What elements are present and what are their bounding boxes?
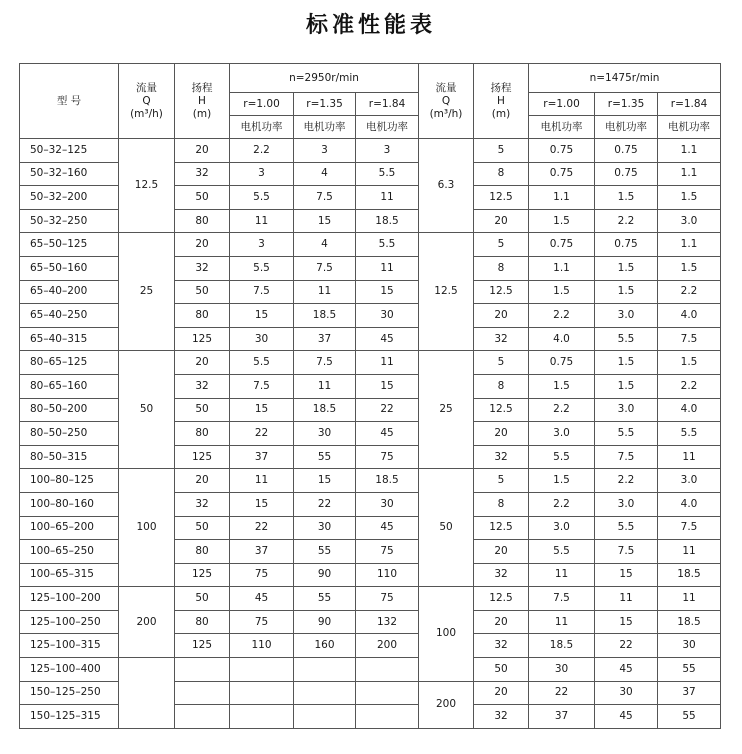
power-2950-cell: 75 (356, 587, 419, 611)
model-cell: 100–80–160 (20, 492, 119, 516)
power-1475-cell: 4.0 (658, 304, 721, 328)
model-cell: 50–32–125 (20, 139, 119, 163)
head-1475-cell: 8 (474, 492, 529, 516)
head-1475-cell: 20 (474, 209, 529, 233)
power-1475-cell: 3.0 (658, 209, 721, 233)
power-1475-cell: 30 (658, 634, 721, 658)
power-2950-cell: 4 (294, 162, 356, 186)
power-2950-cell: 7.5 (230, 280, 294, 304)
head-2950-cell: 50 (175, 398, 230, 422)
head-1475-cell: 5 (474, 233, 529, 257)
power-1475-cell: 30 (595, 681, 658, 705)
power-2950-cell: 132 (356, 610, 419, 634)
head-2950-cell: 32 (175, 374, 230, 398)
power-1475-cell: 4.0 (658, 492, 721, 516)
power-2950-cell (294, 681, 356, 705)
power-1475-cell: 2.2 (529, 398, 595, 422)
header-flow-symbol: Q (142, 94, 151, 107)
power-2950-cell: 30 (356, 492, 419, 516)
power-1475-cell: 0.75 (529, 233, 595, 257)
power-1475-cell: 30 (529, 658, 595, 682)
power-2950-cell: 90 (294, 610, 356, 634)
flow-1475-cell: 6.3 (419, 139, 474, 233)
power-1475-cell: 1.5 (658, 256, 721, 280)
power-2950-cell: 5.5 (356, 162, 419, 186)
power-2950-cell: 200 (356, 634, 419, 658)
power-1475-cell: 45 (595, 658, 658, 682)
power-2950-cell: 3 (356, 139, 419, 163)
header-motor-power: 电机功率 (595, 116, 658, 139)
flow-1475-cell: 12.5 (419, 233, 474, 351)
header-row-1 (20, 64, 721, 93)
head-2950-cell (175, 658, 230, 682)
power-1475-cell: 4.0 (658, 398, 721, 422)
power-2950-cell: 15 (230, 492, 294, 516)
model-cell: 150–125–250 (20, 681, 119, 705)
power-2950-cell: 75 (356, 445, 419, 469)
power-2950-cell: 55 (294, 540, 356, 564)
head-1475-cell: 12.5 (474, 280, 529, 304)
power-1475-cell: 7.5 (595, 540, 658, 564)
header-motor-power: 电机功率 (356, 116, 419, 139)
head-1475-cell: 8 (474, 256, 529, 280)
table-row (20, 658, 721, 682)
model-cell: 100–65–315 (20, 563, 119, 587)
power-1475-cell: 5.5 (529, 540, 595, 564)
flow-2950-cell: 200 (119, 587, 175, 658)
power-2950-cell: 5.5 (230, 186, 294, 210)
power-1475-cell: 5.5 (529, 445, 595, 469)
header-head-label: 扬程 (191, 81, 213, 94)
header-head-2950 (175, 64, 230, 139)
power-1475-cell: 1.5 (595, 256, 658, 280)
power-1475-cell: 3.0 (658, 469, 721, 493)
power-1475-cell: 1.5 (658, 351, 721, 375)
power-1475-cell: 55 (658, 705, 721, 729)
head-2950-cell (175, 705, 230, 729)
power-1475-cell: 1.1 (529, 256, 595, 280)
head-2950-cell: 50 (175, 280, 230, 304)
head-2950-cell: 50 (175, 587, 230, 611)
model-cell: 80–65–125 (20, 351, 119, 375)
power-1475-cell: 5.5 (595, 516, 658, 540)
power-2950-cell: 22 (230, 516, 294, 540)
power-2950-cell: 37 (230, 540, 294, 564)
head-2950-cell: 80 (175, 304, 230, 328)
power-2950-cell: 45 (356, 516, 419, 540)
power-2950-cell: 18.5 (356, 209, 419, 233)
power-2950-cell: 15 (356, 374, 419, 398)
power-1475-cell: 3.0 (595, 492, 658, 516)
head-1475-cell: 8 (474, 374, 529, 398)
head-1475-cell: 5 (474, 469, 529, 493)
table-row (20, 139, 721, 163)
model-cell: 80–50–315 (20, 445, 119, 469)
power-2950-cell: 55 (294, 445, 356, 469)
model-cell: 50–32–250 (20, 209, 119, 233)
power-2950-cell: 45 (356, 422, 419, 446)
power-2950-cell: 18.5 (356, 469, 419, 493)
power-2950-cell (356, 681, 419, 705)
power-1475-cell: 7.5 (595, 445, 658, 469)
power-1475-cell: 11 (529, 563, 595, 587)
model-cell: 50–32–160 (20, 162, 119, 186)
flow-2950-cell: 100 (119, 469, 175, 587)
power-1475-cell: 18.5 (529, 634, 595, 658)
power-2950-cell: 11 (356, 351, 419, 375)
power-2950-cell: 75 (356, 540, 419, 564)
power-2950-cell: 30 (230, 327, 294, 351)
power-2950-cell: 30 (356, 304, 419, 328)
power-1475-cell: 11 (529, 610, 595, 634)
head-2950-cell: 125 (175, 634, 230, 658)
power-2950-cell: 15 (294, 209, 356, 233)
head-2950-cell: 125 (175, 445, 230, 469)
power-2950-cell: 15 (294, 469, 356, 493)
power-2950-cell: 15 (230, 304, 294, 328)
power-1475-cell: 4.0 (529, 327, 595, 351)
power-1475-cell: 15 (595, 563, 658, 587)
power-1475-cell: 0.75 (595, 233, 658, 257)
header-flow-2950 (119, 64, 175, 139)
power-1475-cell: 2.2 (595, 469, 658, 493)
power-1475-cell: 1.1 (658, 162, 721, 186)
head-1475-cell: 12.5 (474, 186, 529, 210)
power-2950-cell: 11 (230, 469, 294, 493)
power-1475-cell: 22 (595, 634, 658, 658)
model-cell: 125–100–200 (20, 587, 119, 611)
power-1475-cell: 0.75 (529, 351, 595, 375)
header-flow-label: 流量 (136, 81, 157, 94)
flow-2950-cell: 25 (119, 233, 175, 351)
power-1475-cell: 1.5 (595, 280, 658, 304)
power-1475-cell: 11 (658, 587, 721, 611)
power-1475-cell: 1.5 (529, 469, 595, 493)
head-1475-cell: 32 (474, 563, 529, 587)
head-1475-cell: 12.5 (474, 398, 529, 422)
table-row (20, 587, 721, 611)
header-ratio: r=1.84 (356, 93, 419, 116)
power-2950-cell (230, 681, 294, 705)
header-head-unit: (m) (491, 107, 511, 120)
head-2950-cell: 32 (175, 162, 230, 186)
power-2950-cell (230, 658, 294, 682)
header-head-unit: (m) (192, 107, 212, 120)
power-2950-cell (294, 658, 356, 682)
model-cell: 150–125–315 (20, 705, 119, 729)
head-1475-cell: 20 (474, 422, 529, 446)
table-row (20, 351, 721, 375)
power-2950-cell: 37 (230, 445, 294, 469)
head-2950-cell: 20 (175, 233, 230, 257)
power-1475-cell: 0.75 (529, 139, 595, 163)
head-2950-cell: 20 (175, 351, 230, 375)
head-1475-cell: 20 (474, 540, 529, 564)
power-2950-cell: 160 (294, 634, 356, 658)
power-1475-cell: 1.5 (595, 374, 658, 398)
power-2950-cell: 5.5 (356, 233, 419, 257)
power-2950-cell: 11 (356, 186, 419, 210)
power-2950-cell: 5.5 (230, 256, 294, 280)
head-1475-cell: 20 (474, 610, 529, 634)
power-2950-cell: 30 (294, 422, 356, 446)
header-ratio: r=1.84 (658, 93, 721, 116)
head-1475-cell: 32 (474, 445, 529, 469)
model-cell: 65–40–250 (20, 304, 119, 328)
head-2950-cell: 20 (175, 139, 230, 163)
power-1475-cell: 15 (595, 610, 658, 634)
power-2950-cell: 22 (230, 422, 294, 446)
power-2950-cell: 75 (230, 563, 294, 587)
power-1475-cell: 3.0 (529, 516, 595, 540)
power-2950-cell: 55 (294, 587, 356, 611)
power-1475-cell: 2.2 (529, 492, 595, 516)
head-1475-cell: 12.5 (474, 516, 529, 540)
flow-1475-cell: 25 (419, 351, 474, 469)
power-1475-cell: 3.0 (529, 422, 595, 446)
header-motor-power: 电机功率 (230, 116, 294, 139)
head-1475-cell: 12.5 (474, 587, 529, 611)
header-head-symbol: H (497, 94, 505, 107)
power-1475-cell: 7.5 (658, 327, 721, 351)
head-2950-cell: 80 (175, 610, 230, 634)
power-1475-cell: 1.5 (529, 280, 595, 304)
model-cell: 80–50–250 (20, 422, 119, 446)
table-row (20, 469, 721, 493)
power-2950-cell (356, 658, 419, 682)
power-2950-cell: 22 (294, 492, 356, 516)
model-cell: 80–65–160 (20, 374, 119, 398)
power-1475-cell: 1.5 (529, 209, 595, 233)
header-flow-label: 流量 (435, 81, 457, 94)
table-row (20, 233, 721, 257)
header-flow-unit: (m³/h) (429, 107, 463, 120)
power-2950-cell: 2.2 (230, 139, 294, 163)
performance-table (19, 63, 721, 729)
header-speed-2950: n=2950r/min (230, 64, 419, 93)
model-cell: 125–100–400 (20, 658, 119, 682)
power-2950-cell: 7.5 (294, 186, 356, 210)
model-cell: 125–100–250 (20, 610, 119, 634)
head-2950-cell (175, 681, 230, 705)
power-2950-cell: 18.5 (294, 398, 356, 422)
head-1475-cell: 8 (474, 162, 529, 186)
head-1475-cell: 50 (474, 658, 529, 682)
power-2950-cell (356, 705, 419, 729)
header-motor-power: 电机功率 (294, 116, 356, 139)
model-cell: 100–80–125 (20, 469, 119, 493)
power-2950-cell: 11 (294, 280, 356, 304)
power-2950-cell: 110 (356, 563, 419, 587)
page-title: 标准性能表 (305, 12, 436, 38)
power-1475-cell: 18.5 (658, 563, 721, 587)
model-cell: 65–50–160 (20, 256, 119, 280)
model-cell: 65–40–315 (20, 327, 119, 351)
header-motor-power: 电机功率 (529, 116, 595, 139)
power-2950-cell: 11 (230, 209, 294, 233)
power-1475-cell: 1.5 (529, 374, 595, 398)
power-2950-cell: 110 (230, 634, 294, 658)
head-1475-cell: 20 (474, 304, 529, 328)
power-2950-cell: 45 (230, 587, 294, 611)
head-2950-cell: 20 (175, 469, 230, 493)
head-2950-cell: 50 (175, 186, 230, 210)
power-1475-cell: 37 (529, 705, 595, 729)
flow-2950-cell (119, 658, 175, 729)
header-motor-power: 电机功率 (658, 116, 721, 139)
power-1475-cell: 7.5 (658, 516, 721, 540)
power-1475-cell: 11 (658, 445, 721, 469)
header-flow-symbol: Q (441, 94, 451, 107)
header-ratio: r=1.00 (230, 93, 294, 116)
head-1475-cell: 5 (474, 351, 529, 375)
flow-1475-cell: 100 (419, 587, 474, 681)
flow-1475-cell: 50 (419, 469, 474, 587)
power-1475-cell: 22 (529, 681, 595, 705)
flow-1475-cell: 200 (419, 681, 474, 728)
power-1475-cell: 3.0 (595, 304, 658, 328)
power-1475-cell: 11 (658, 540, 721, 564)
power-1475-cell: 45 (595, 705, 658, 729)
power-1475-cell: 3.0 (595, 398, 658, 422)
head-2950-cell: 80 (175, 209, 230, 233)
head-1475-cell: 20 (474, 681, 529, 705)
head-2950-cell: 80 (175, 422, 230, 446)
power-1475-cell: 5.5 (595, 422, 658, 446)
flow-2950-cell: 12.5 (119, 139, 175, 233)
head-1475-cell: 32 (474, 705, 529, 729)
power-2950-cell: 7.5 (294, 256, 356, 280)
power-1475-cell: 5.5 (595, 327, 658, 351)
head-2950-cell: 32 (175, 256, 230, 280)
head-2950-cell: 50 (175, 516, 230, 540)
power-1475-cell: 55 (658, 658, 721, 682)
power-2950-cell: 5.5 (230, 351, 294, 375)
power-1475-cell: 1.1 (529, 186, 595, 210)
model-cell: 65–40–200 (20, 280, 119, 304)
power-2950-cell (294, 705, 356, 729)
power-2950-cell: 3 (230, 233, 294, 257)
header-head-1475 (474, 64, 529, 139)
power-2950-cell: 3 (230, 162, 294, 186)
power-1475-cell: 2.2 (658, 374, 721, 398)
power-1475-cell: 37 (658, 681, 721, 705)
power-1475-cell: 1.5 (658, 186, 721, 210)
power-1475-cell: 18.5 (658, 610, 721, 634)
power-2950-cell: 11 (294, 374, 356, 398)
model-cell: 125–100–315 (20, 634, 119, 658)
header-model: 型 号 (20, 64, 119, 139)
head-2950-cell: 125 (175, 563, 230, 587)
model-cell: 80–50–200 (20, 398, 119, 422)
power-2950-cell: 3 (294, 139, 356, 163)
header-ratio: r=1.35 (294, 93, 356, 116)
power-2950-cell: 22 (356, 398, 419, 422)
power-1475-cell: 2.2 (529, 304, 595, 328)
power-1475-cell: 0.75 (595, 162, 658, 186)
header-speed-1475: n=1475r/min (529, 64, 721, 93)
power-1475-cell: 1.1 (658, 139, 721, 163)
flow-2950-cell: 50 (119, 351, 175, 469)
power-2950-cell: 45 (356, 327, 419, 351)
power-2950-cell: 30 (294, 516, 356, 540)
power-2950-cell: 75 (230, 610, 294, 634)
power-1475-cell: 0.75 (595, 139, 658, 163)
head-1475-cell: 5 (474, 139, 529, 163)
head-2950-cell: 125 (175, 327, 230, 351)
model-cell: 65–50–125 (20, 233, 119, 257)
model-cell: 100–65–200 (20, 516, 119, 540)
head-1475-cell: 32 (474, 634, 529, 658)
power-2950-cell: 7.5 (230, 374, 294, 398)
power-2950-cell: 90 (294, 563, 356, 587)
power-2950-cell: 15 (230, 398, 294, 422)
header-head-label: 扬程 (490, 81, 512, 94)
header-ratio: r=1.00 (529, 93, 595, 116)
power-1475-cell: 0.75 (529, 162, 595, 186)
model-cell: 100–65–250 (20, 540, 119, 564)
model-cell: 50–32–200 (20, 186, 119, 210)
power-1475-cell: 11 (595, 587, 658, 611)
power-2950-cell: 11 (356, 256, 419, 280)
power-2950-cell (230, 705, 294, 729)
power-2950-cell: 15 (356, 280, 419, 304)
power-1475-cell: 1.5 (595, 351, 658, 375)
header-flow-unit: (m³/h) (130, 107, 163, 120)
power-2950-cell: 37 (294, 327, 356, 351)
power-1475-cell: 7.5 (529, 587, 595, 611)
head-2950-cell: 32 (175, 492, 230, 516)
power-1475-cell: 5.5 (658, 422, 721, 446)
head-2950-cell: 80 (175, 540, 230, 564)
header-head-symbol: H (198, 94, 206, 107)
power-1475-cell: 2.2 (595, 209, 658, 233)
power-2950-cell: 18.5 (294, 304, 356, 328)
power-2950-cell: 7.5 (294, 351, 356, 375)
power-1475-cell: 1.1 (658, 233, 721, 257)
power-2950-cell: 4 (294, 233, 356, 257)
power-1475-cell: 2.2 (658, 280, 721, 304)
power-1475-cell: 1.5 (595, 186, 658, 210)
header-flow-1475 (419, 64, 474, 139)
head-1475-cell: 32 (474, 327, 529, 351)
header-ratio: r=1.35 (595, 93, 658, 116)
